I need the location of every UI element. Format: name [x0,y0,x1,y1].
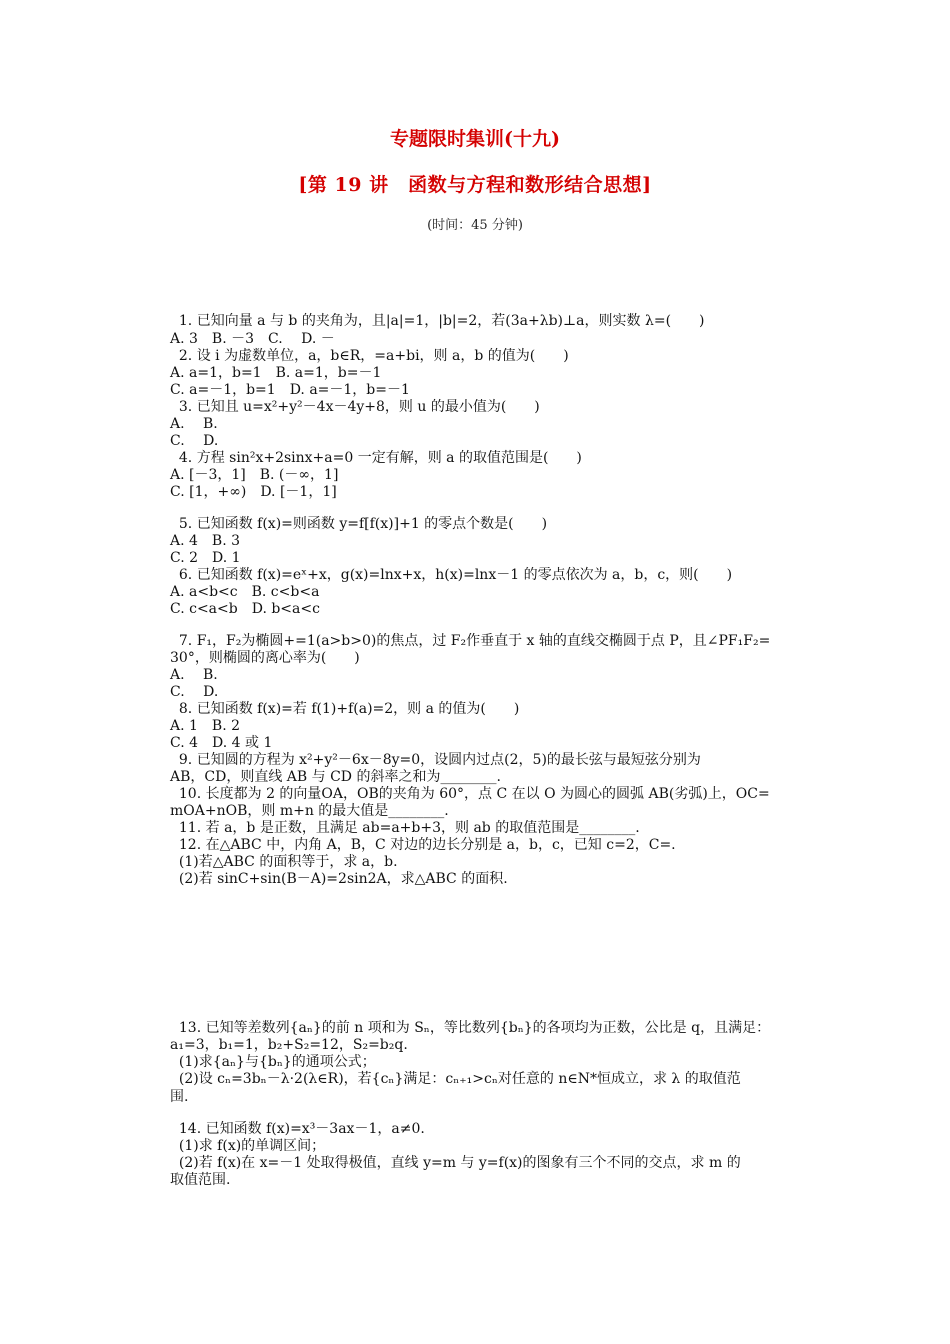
question-line-23: A. 1 B. 2 [170,718,241,734]
question-line-34: a₁=3，b₁=1，b₂+S₂=12，S₂=b₂q. [170,1037,408,1053]
question-line-7: A. B. [170,416,218,432]
question-line-38: 14. 已知函数 f(x)=x³－3ax－1，a≠0. [170,1121,425,1137]
question-line-28: mOA+nOB，则 m+n 的最大值是________. [170,803,449,819]
question-line-25: 9. 已知圆的方程为 x²+y²－6x－8y=0，设圆内过点(2，5)的最长弦与最短弦分别为 [170,752,701,768]
question-line-39: (1)求 f(x)的单调区间； [170,1138,326,1154]
question-line-36: (2)设 cₙ=3bₙ－λ·2(λ∈R)，若{cₙ}满足：cₙ₊₁>cₙ对任意的 n∈N*恒成立，求 λ 的取值范 [170,1071,741,1087]
question-line-14: C. 2 D. 1 [170,550,241,566]
question-line-33: 13. 已知等差数列{aₙ}的前 n 项和为 Sₙ，等比数列{bₙ}的各项均为正数，公比是 q，且满足： [170,1020,771,1036]
question-line-30: 12. 在△ABC 中，内角 A，B，C 对边的边长分别是 a，b，c，已知 c=2，C=. [170,837,676,853]
question-line-6: 3. 已知且 u=x²+y²－4x－4y+8，则 u 的最小值为( ) [170,399,540,415]
time-note: (时间：45 分钟) [427,218,523,233]
question-line-20: A. B. [170,667,218,683]
question-line-31: (1)若△ABC 的面积等于，求 a，b. [170,854,398,870]
question-line-9: 4. 方程 sin²x+2sinx+a=0 一定有解，则 a 的取值范围是( ) [170,450,582,466]
question-line-29: 11. 若 a，b 是正数，且满足 ab=a+b+3，则 ab 的取值范围是________. [170,820,640,836]
page-subtitle: [第 19 讲 函数与方程和数形结合思想] [298,174,652,196]
question-line-35: (1)求{aₙ}与{bₙ}的通项公式； [170,1054,376,1070]
question-line-21: C. D. [170,684,219,700]
question-line-16: A. a<b<c B. c<b<a [170,584,320,600]
question-line-2: A. 3 B. －3 C. D. － [170,331,335,347]
question-line-37: 围. [170,1089,189,1105]
question-line-26: AB，CD，则直线 AB 与 CD 的斜率之和为________. [170,769,501,785]
question-line-3: 2. 设 i 为虚数单位，a，b∈R，=a+bi，则 a，b 的值为( ) [170,348,569,364]
question-line-22: 8. 已知函数 f(x)=若 f(1)+f(a)=2，则 a 的值为( ) [170,701,520,717]
question-line-11: C. [1，+∞) D. [－1，1] [170,484,337,500]
question-line-27: 10. 长度都为 2 的向量OA，OB的夹角为 60°，点 C 在以 O 为圆心的圆弧 AB(劣弧)上，OC= [170,786,770,802]
question-line-32: (2)若 sinC+sin(B－A)=2sin2A，求△ABC 的面积. [170,871,508,887]
question-line-24: C. 4 D. 4 或 1 [170,735,273,751]
question-line-1: 1. 已知向量 a 与 b 的夹角为，且|a|=1，|b|=2，若(3a+λb)⊥a，则实数 λ=( ) [170,313,705,329]
question-line-4: A. a=1，b=1 B. a=1，b=－1 [170,365,382,381]
question-line-19: 30°，则椭圆的离心率为( ) [170,650,360,666]
question-line-12: 5. 已知函数 f(x)=则函数 y=f[f(x)]+1 的零点个数是( ) [170,516,548,532]
question-line-17: C. c<a<b D. b<a<c [170,601,320,617]
question-line-5: C. a=－1，b=1 D. a=－1，b=－1 [170,382,410,398]
page-title: 专题限时集训(十九) [390,128,560,150]
question-line-15: 6. 已知函数 f(x)=eˣ+x，g(x)=lnx+x，h(x)=lnx－1 的零点依次为 a，b，c，则( ) [170,567,733,583]
question-line-41: 取值范围. [170,1172,231,1188]
question-line-40: (2)若 f(x)在 x=－1 处取得极值，直线 y=m 与 y=f(x)的图象有三个不同的交点，求 m 的 [170,1155,741,1171]
question-line-13: A. 4 B. 3 [170,533,241,549]
question-line-18: 7. F₁，F₂为椭圆+=1(a>b>0)的焦点，过 F₂作垂直于 x 轴的直线交椭圆于点 P，且∠PF₁F₂= [170,633,771,649]
question-line-10: A. [－3，1] B. (－∞，1] [170,467,339,483]
question-line-8: C. D. [170,433,219,449]
